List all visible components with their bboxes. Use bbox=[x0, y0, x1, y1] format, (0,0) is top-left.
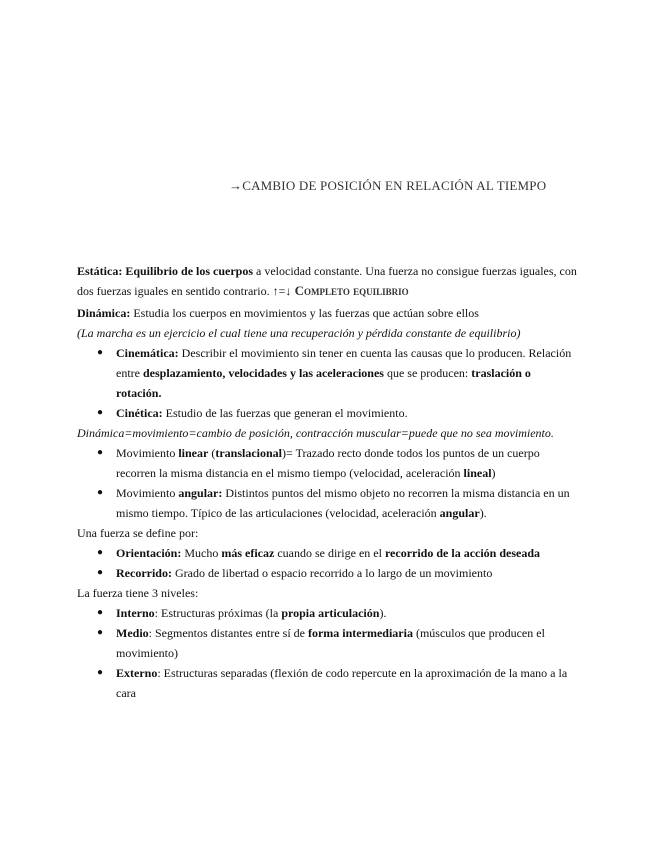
estatica-conclusion: Completo equilibrio bbox=[291, 283, 409, 298]
list-item bbox=[77, 603, 577, 623]
item-text: Movimiento bbox=[116, 486, 179, 500]
item-text: ) bbox=[491, 466, 496, 480]
niveles-list bbox=[77, 603, 577, 703]
equilibrium-arrows-icon: ↑=↓ bbox=[272, 284, 292, 298]
dinamica-label: Dinámica: bbox=[77, 306, 131, 320]
item-bold: más eficaz bbox=[221, 546, 275, 560]
list-item bbox=[77, 403, 577, 423]
item-text: Distintos puntos del mismo objeto no recorren la misma distancia en un mismo tiempo. Típico de las articulaciones (velocidad, aceleración bbox=[116, 486, 570, 520]
item-bold: angular bbox=[439, 506, 480, 520]
item-label: Medio bbox=[116, 626, 149, 640]
item-text: ). bbox=[479, 506, 487, 520]
list-item bbox=[77, 443, 577, 483]
dinamica-paragraph bbox=[77, 303, 577, 323]
item-text: : Estructuras próximas (la bbox=[154, 606, 282, 620]
item-label: Recorrido: bbox=[116, 566, 172, 580]
dinamica-note: (La marcha es un ejercicio el cual tiene una recuperación y pérdida constante de equilibrio) bbox=[77, 326, 521, 340]
estatica-bold-phrase: Equilibrio de los cuerpos bbox=[125, 264, 254, 278]
item-text: Describir el movimiento sin tener en cuenta las causas que lo producen. Relación entre bbox=[116, 346, 572, 380]
item-bold: linear bbox=[178, 446, 209, 460]
estatica-label: Estática: bbox=[77, 264, 123, 278]
item-label: Orientación: bbox=[116, 546, 182, 560]
item-bold: angular: bbox=[178, 486, 223, 500]
item-text: ). bbox=[379, 606, 387, 620]
dinamica-definition: Dinámica=movimiento=cambio de posición, contracción muscular=puede que no sea movimiento. bbox=[77, 426, 554, 440]
item-text: (músculos que producen el movimiento) bbox=[116, 626, 545, 660]
item-text: )= Trazado recto donde todos los puntos de un cuerpo recorren la misma distancia en el mismo tiempo (velocidad, aceleración bbox=[116, 446, 540, 480]
movimiento-list bbox=[77, 443, 577, 523]
list-item bbox=[77, 663, 577, 703]
item-bold: desplazamiento, velocidades y las aceleraciones bbox=[142, 366, 384, 380]
right-arrow-icon: → bbox=[229, 178, 243, 193]
item-text: cuando se dirige en el bbox=[274, 546, 385, 560]
item-text: : Segmentos distantes entre sí de bbox=[148, 626, 308, 640]
item-bold: propia articulación bbox=[281, 606, 380, 620]
niveles-intro: La fuerza tiene 3 niveles: bbox=[77, 586, 199, 600]
list-item bbox=[77, 343, 577, 403]
item-label: Cinemática: bbox=[116, 346, 179, 360]
item-bold: recorrido de la acción deseada bbox=[384, 546, 541, 560]
item-bold: lineal bbox=[463, 466, 492, 480]
item-text: : Estructuras separadas (flexión de codo repercute en la aproximación de la mano a la cara bbox=[116, 666, 568, 700]
list-item bbox=[77, 483, 577, 523]
item-text: ( bbox=[208, 446, 216, 460]
item-text: Mucho bbox=[181, 546, 222, 560]
item-text: Estudio de las fuerzas que generan el movimiento. bbox=[162, 406, 408, 420]
fuerza-intro: Una fuerza se define por: bbox=[77, 526, 199, 540]
estatica-paragraph bbox=[77, 261, 577, 301]
item-label: Cinética: bbox=[116, 406, 163, 420]
list-item bbox=[77, 563, 577, 583]
list-item bbox=[77, 543, 577, 563]
item-bold: translacional bbox=[215, 446, 283, 460]
item-text: Grado de libertad o espacio recorrido a lo largo de un movimiento bbox=[171, 566, 493, 580]
dinamica-text: Estudia los cuerpos en movimientos y las fuerzas que actúan sobre ellos bbox=[130, 306, 479, 320]
dinamica-list bbox=[77, 343, 577, 423]
item-text: Movimiento bbox=[116, 446, 179, 460]
fuerza-list bbox=[77, 543, 577, 583]
estatica-text: a velocidad constante. Una fuerza no consigue fuerzas iguales, con dos fuerzas iguales en sentido contrario. bbox=[77, 264, 577, 298]
section-heading bbox=[229, 178, 546, 194]
heading-text: CAMBIO DE POSICIÓN EN RELACIÓN AL TIEMPO bbox=[242, 178, 547, 193]
document-body bbox=[77, 261, 577, 703]
item-bold: traslación o rotación. bbox=[116, 366, 531, 400]
item-text: que se producen: bbox=[383, 366, 472, 380]
item-bold: forma intermediaria bbox=[307, 626, 413, 640]
list-item bbox=[77, 623, 577, 663]
item-label: Interno bbox=[116, 606, 155, 620]
item-label: Externo bbox=[116, 666, 158, 680]
